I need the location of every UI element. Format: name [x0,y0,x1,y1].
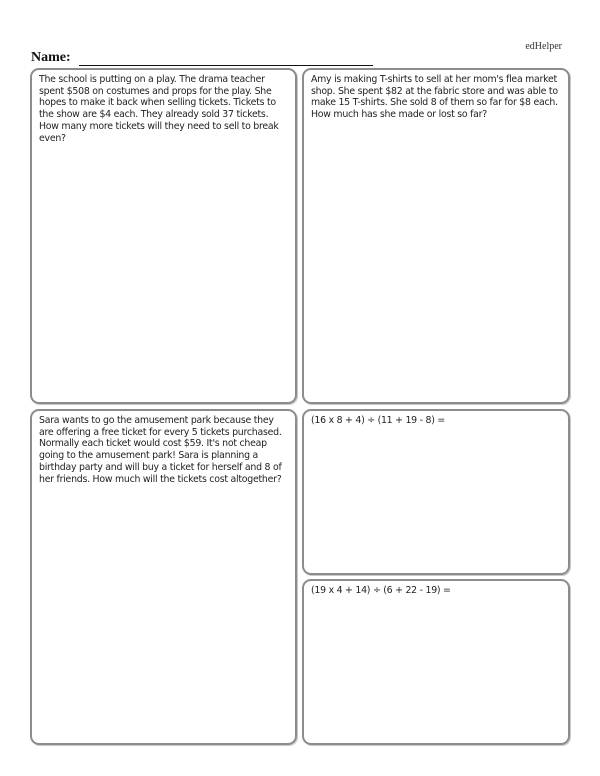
problem-text: (16 x 8 + 4) ÷ (11 + 19 - 8) = [311,415,445,426]
problem-text: Sara wants to go the amusement park because they are offering a free ticket for every 5 tickets purchased. Normally each ticket would cost $59. It's not cheap going to the amusement park! Sara is planning a birthday party and will buy a ticket for herself and 8 of her friends. How much will the tickets cost altogether? [39,415,282,485]
problem-box-4 [302,409,570,575]
problem-text: (19 x 4 + 14) ÷ (6 + 22 - 19) = [311,585,451,596]
problem-box-1 [30,68,297,404]
problem-box-2 [302,68,570,404]
name-field [31,50,373,66]
name-label: Name: [31,50,71,65]
problem-text: Amy is making T-shirts to sell at her mom's flea market shop. She spent $82 at the fabric store and was able to make 15 T-shirts. She sold 8 of them so far for $8 each. How much has she made or lost so far? [311,74,558,121]
name-line [79,53,373,66]
problem-text: The school is putting on a play. The drama teacher spent $508 on costumes and props for the play. She hopes to make it back when selling tickets. Tickets to the show are $4 each. They already sold 37 tickets. How many more tickets will they need to sell to break even? [39,74,279,144]
brand-label: edHelper [525,41,562,52]
problem-box-5 [302,579,570,745]
problem-box-3 [30,409,297,745]
